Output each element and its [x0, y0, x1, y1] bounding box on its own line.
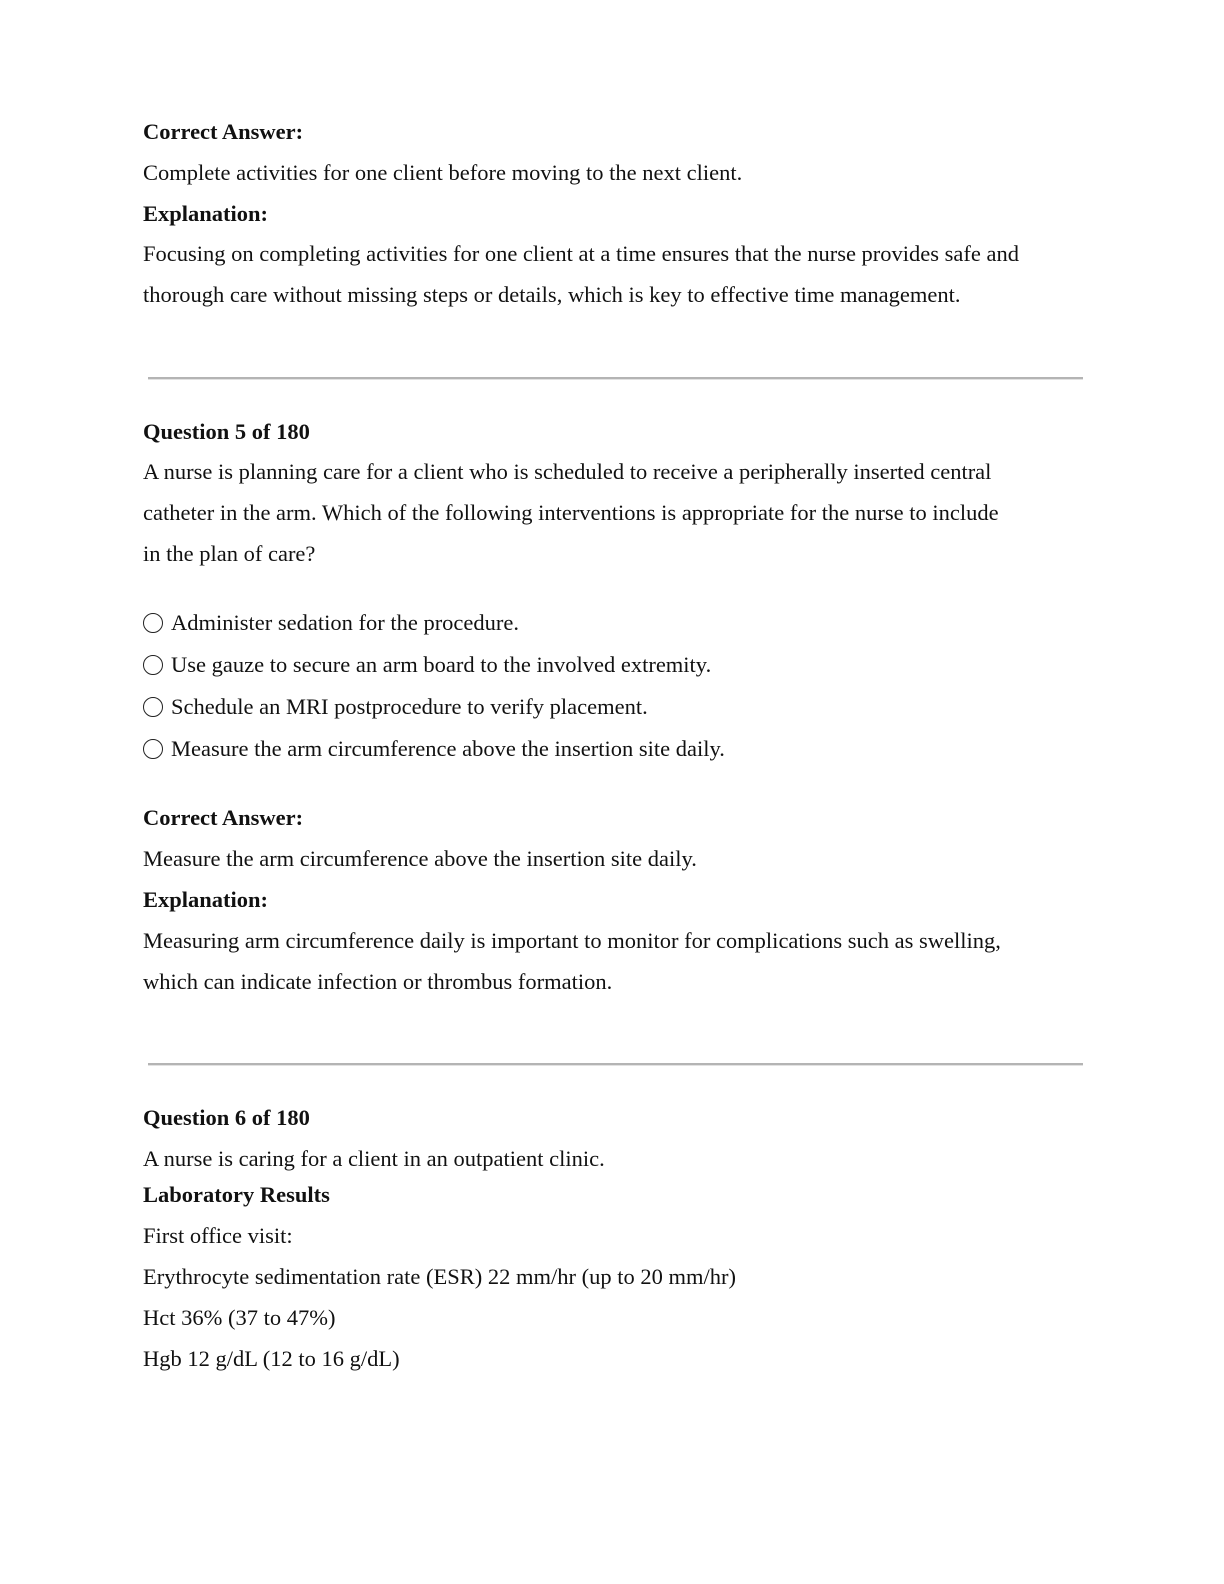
prev-correct-answer-text: Complete activities for one client before moving to the next client. — [143, 160, 743, 185]
question-5-title: Question 5 of 180 — [143, 419, 310, 444]
question-5-option-2[interactable] — [143, 654, 711, 677]
option-label: Schedule an MRI postprocedure to verify placement. — [171, 694, 648, 719]
question-6-lab-heading: Laboratory Results — [143, 1182, 330, 1207]
question-5-option-1[interactable] — [143, 612, 519, 635]
question-6-title: Question 6 of 180 — [143, 1105, 310, 1130]
question-6-lab-line-4: Hgb 12 g/dL (12 to 16 g/dL) — [143, 1346, 400, 1371]
prev-explanation-line-1: Focusing on completing activities for one client at a time ensures that the nurse provides safe and — [143, 241, 1020, 266]
prev-correct-answer-label: Correct Answer: — [143, 119, 304, 144]
question-5-stem-line-3: in the plan of care? — [143, 541, 316, 566]
option-label: Administer sedation for the procedure. — [171, 610, 520, 635]
question-6-lab-line-3: Hct 36% (37 to 47%) — [143, 1305, 336, 1330]
radio-button-icon[interactable] — [143, 655, 163, 675]
question-6-lab-line-1: First office visit: — [143, 1223, 293, 1248]
prev-explanation-label: Explanation: — [143, 201, 269, 226]
question-5-explanation-line-2: which can indicate infection or thrombus formation. — [143, 969, 613, 994]
prev-explanation-line-2: thorough care without missing steps or details, which is key to effective time management. — [143, 282, 961, 307]
section-divider — [148, 1063, 1083, 1066]
option-label: Measure the arm circumference above the insertion site daily. — [171, 736, 725, 761]
question-6-stem: A nurse is caring for a client in an outpatient clinic. — [143, 1146, 605, 1171]
question-5-stem-line-1: A nurse is planning care for a client who is scheduled to receive a peripherally inserted central — [143, 459, 992, 484]
radio-button-icon[interactable] — [143, 613, 163, 633]
question-5-stem-line-2: catheter in the arm. Which of the following interventions is appropriate for the nurse to include — [143, 500, 999, 525]
question-5-correct-answer-label: Correct Answer: — [143, 805, 304, 830]
radio-button-icon[interactable] — [143, 739, 163, 759]
question-6-lab-line-2: Erythrocyte sedimentation rate (ESR) 22 mm/hr (up to 20 mm/hr) — [143, 1264, 736, 1289]
question-5-option-3[interactable] — [143, 696, 648, 719]
question-5-explanation-label: Explanation: — [143, 887, 269, 912]
radio-button-icon[interactable] — [143, 697, 163, 717]
section-divider — [148, 377, 1083, 380]
option-label: Use gauze to secure an arm board to the involved extremity. — [171, 652, 712, 677]
question-5-correct-answer-text: Measure the arm circumference above the insertion site daily. — [143, 846, 697, 871]
question-5-explanation-line-1: Measuring arm circumference daily is important to monitor for complications such as swelling, — [143, 928, 1001, 953]
question-5-option-4[interactable] — [143, 738, 725, 761]
